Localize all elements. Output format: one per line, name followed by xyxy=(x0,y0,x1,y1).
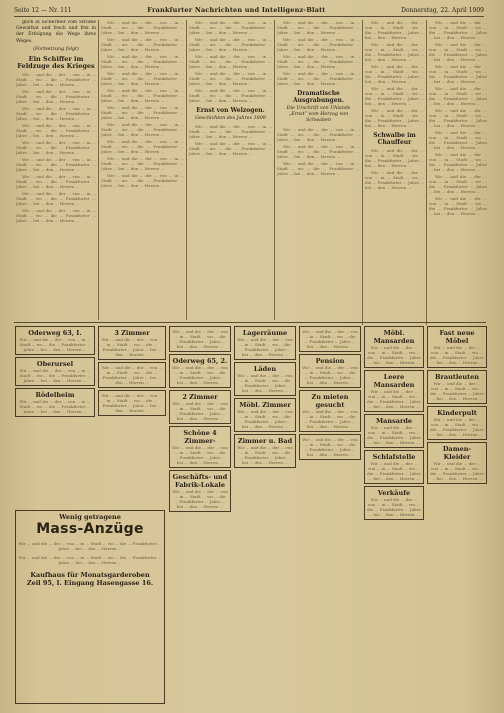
ad-body: Wir ... und die ... der ... von ... in ... Stadt ... wo ... die ... Frankfurter ... Jahre ... bei ... den ... Herren ... xyxy=(101,393,163,413)
article-body: Wir ... und die ... der ... von ... in ... Stadt ... wo ... die ... Frankfurter ... Jahre ... bei ... den ... Herren ... xyxy=(429,108,487,128)
ad-body: Wir ... und die ... der ... von ... in ... Stadt ... wo ... die ... Frankfurter ... Jahre ... bei ... den ... Herren ... xyxy=(302,329,358,349)
article-body: Wir ... und die ... der ... von ... in ... Stadt ... wo ... die ... Frankfurter ... Jahre ... bei ... den ... Herren ... xyxy=(429,130,487,150)
classified-ad xyxy=(234,434,296,468)
article-column-1 xyxy=(16,20,96,320)
ad-headline: Fast neue Möbel xyxy=(439,329,475,345)
classified-ad xyxy=(15,357,95,386)
ad-headline: Oberursel xyxy=(36,360,74,368)
classified-ad xyxy=(234,326,296,360)
article-body: Wir ... und die ... der ... von ... in ... Stadt ... wo ... die ... Frankfurter ... Jahre ... bei ... den ... Herren ... xyxy=(277,37,360,52)
article-body: Wir ... und die ... der ... von ... in ... Stadt ... wo ... die ... Frankfurter ... Jahre ... bei ... den ... Herren ... xyxy=(365,148,424,168)
classified-ad xyxy=(169,326,231,352)
ad-headline: Mansarde xyxy=(375,417,413,425)
classified-ad xyxy=(299,390,361,432)
classified-ad xyxy=(98,362,166,388)
article-body: Wir ... und die ... der ... von ... in ... Stadt ... wo ... die ... Frankfurter ... Jahre ... bei ... den ... Herren ... xyxy=(277,143,360,159)
column-divider xyxy=(362,20,363,325)
article-body: Wir ... und die ... der ... von ... in ... Stadt ... wo ... die ... Frankfurter ... Jahre ... bei ... den ... Herren ... xyxy=(16,72,96,88)
ad-headline: Damen-Kleider xyxy=(442,445,472,461)
ad-headline: Verkäufe xyxy=(377,489,411,497)
article-body: Wir ... und die ... der ... von ... in ... Stadt ... wo ... die ... Frankfurter ... Jahre ... bei ... den ... Herren ... xyxy=(189,88,272,103)
article-body: Wir ... und die ... der ... von ... in ... Stadt ... wo ... die ... Frankfurter ... Jahre ... bei ... den ... Herren ... xyxy=(429,174,487,194)
classified-ad xyxy=(427,442,487,484)
classified-ad xyxy=(234,362,296,396)
article-body: Wir ... und die ... der ... von ... in ... Stadt ... wo ... die ... Frankfurter ... Jahre ... bei ... den ... Herren ... xyxy=(101,139,184,154)
article-body: Wir ... und die ... der ... von ... in ... Stadt ... wo ... die ... Frankfurter ... Jahre ... bei ... den ... Herren ... xyxy=(101,37,184,52)
article-body: Wir ... und die ... der ... von ... in ... Stadt ... wo ... die ... Frankfurter ... Jahre ... bei ... den ... Herren ... xyxy=(16,191,96,207)
ad-headline: Lagerräume xyxy=(242,329,288,337)
ad-body: Wir ... und die ... der ... von ... in ... Stadt ... wo ... die ... Frankfurter ... Jahre ... bei ... den ... Herren ... xyxy=(101,365,163,385)
page-number: Seite 12 — Nr. 111 xyxy=(14,6,72,14)
classified-ad xyxy=(427,370,487,404)
article-body: Wir ... und die ... der ... von ... in ... Stadt ... wo ... die ... Frankfurter ... Jahre ... bei ... den ... Herren ... xyxy=(16,140,96,156)
article-body: Wir ... und die ... der ... von ... in ... Stadt ... wo ... die ... Frankfurter ... Jahre ... bei ... den ... Herren ... xyxy=(189,54,272,69)
classified-ad xyxy=(169,390,231,424)
article-body: Wir ... und die ... der ... von ... in ... Stadt ... wo ... die ... Frankfurter ... Jahre ... bei ... den ... Herren ... xyxy=(16,89,96,105)
ad-body: Wir ... und die ... der ... von ... in ... Stadt ... wo ... die ... Frankfurter ... Jahre ... bei ... den ... Herren ... xyxy=(172,445,228,465)
ad-body: Wir ... und die ... der ... von ... in ... Stadt ... wo ... die ... Frankfurter ... Jahre ... bei ... den ... Herren ... xyxy=(19,337,91,352)
ad-headline: Möbl. Zimmer xyxy=(239,401,291,409)
classified-ad xyxy=(169,426,231,468)
classified-ad xyxy=(169,470,231,512)
ad-body: Wir ... und die ... der ... von ... in ... Stadt ... wo ... die ... Frankfurter ... Jahre ... bei ... den ... Herren ... xyxy=(237,337,293,357)
article-column-2 xyxy=(101,20,184,320)
ad-body: Wir ... und die ... der ... von ... in ... Stadt ... wo ... die ... Frankfurter ... Jahre ... bei ... den ... Herren ... xyxy=(172,489,228,509)
article-body: Wir ... und die ... der ... von ... in ... Stadt ... wo ... die ... Frankfurter ... Jahre ... bei ... den ... Herren ... xyxy=(101,156,184,171)
ads-column-2 xyxy=(97,324,167,506)
ad-headline: Oderweg 63, I. xyxy=(28,329,82,337)
article-body: Wir ... und die ... der ... von ... in ... Stadt ... wo ... die ... Frankfurter ... Jahre ... bei ... den ... Herren ... xyxy=(429,64,487,84)
article-body: Wir ... und die ... der ... von ... in ... Stadt ... wo ... die ... Frankfurter ... Jahre ... bei ... den ... Herren ... xyxy=(189,141,272,157)
ad-headline: Läden xyxy=(253,365,277,373)
article-body: Wir ... und die ... der ... von ... in ... Stadt ... wo ... die ... Frankfurter ... Jahre ... bei ... den ... Herren ... xyxy=(101,173,184,188)
ad-headline: Schöne 4 Zimmer- xyxy=(183,429,217,445)
ad-headline: Möbl. Mansarden xyxy=(373,329,415,345)
ad-body: Wir ... und die ... der ... von ... in ... Stadt ... wo ... die ... Frankfurter ... Jahre ... bei ... den ... Herren ... xyxy=(101,337,163,357)
ads-column-4 xyxy=(233,324,297,704)
classified-ad xyxy=(234,398,296,432)
ad-headline: Zimmer u. Bad xyxy=(237,437,293,445)
ad-body: Wir ... und die ... der ... von ... in ... Stadt ... wo ... die ... Frankfurter ... Jahre ... bei ... den ... Herren ... xyxy=(367,461,421,481)
ad-body: Wir ... und die ... der ... von ... in ... Stadt ... wo ... die ... Frankfurter ... Jahre ... bei ... den ... Herren ... xyxy=(430,381,484,401)
ad-headline: Mass-Anzüge xyxy=(36,521,144,537)
ad-body: Wir ... und die ... der ... von ... in ... Stadt ... wo ... die ... Frankfurter ... Jahre ... bei ... den ... Herren ... xyxy=(237,373,293,393)
ad-headline: Geschäfts- und Fabrik-Lokale xyxy=(172,473,228,489)
article-body: Wir ... und die ... der ... von ... in ... Stadt ... wo ... die ... Frankfurter ... Jahre ... bei ... den ... Herren ... xyxy=(277,160,360,176)
ad-body: Wir ... und die ... der ... von ... in ... Stadt ... wo ... die ... Frankfurter ... Jahre ... bei ... den ... Herren ... xyxy=(430,461,484,481)
column-divider xyxy=(98,20,99,320)
ad-headline: Leere Mansarden xyxy=(373,373,415,389)
ads-column-6 xyxy=(363,324,425,704)
ad-body: Wir ... und die ... der ... von ... in ... Stadt ... wo ... die ... Frankfurter ... Jahre ... bei ... den ... Herren ... xyxy=(237,409,293,429)
article-heading: Dramatische Ausgrabungen. xyxy=(292,90,345,104)
article-body: Wir ... und die ... der ... von ... in ... Stadt ... wo ... die ... Frankfurter ... Jahre ... bei ... den ... Herren ... xyxy=(365,20,424,40)
ad-body: Wir ... und die ... der ... von ... in ... Stadt ... wo ... die ... Frankfurter ... Jahre ... bei ... den ... Herren ... xyxy=(172,329,228,349)
article-body: Wir ... und die ... der ... von ... in ... Stadt ... wo ... die ... Frankfurter ... Jahre ... bei ... den ... Herren ... xyxy=(429,42,487,62)
ad-headline: Zu mieten gesucht xyxy=(311,393,349,409)
display-ad xyxy=(15,510,165,704)
column-divider xyxy=(426,20,427,325)
article-body: Wir ... und die ... der ... von ... in ... Stadt ... wo ... die ... Frankfurter ... Jahre ... bei ... den ... Herren ... xyxy=(429,196,487,216)
column-divider xyxy=(274,20,275,320)
article-column-4 xyxy=(277,20,360,320)
ad-body: Wir ... und die ... der ... von ... in ... Stadt ... wo ... die ... Frankfurter ... Jahre ... bei ... den ... Herren ... xyxy=(367,425,421,445)
article-body: Wir ... und die ... der ... von ... in ... Stadt ... wo ... die ... Frankfurter ... Jahre ... bei ... den ... Herren ... xyxy=(101,71,184,86)
ad-headline: Oderweg 65, 2. xyxy=(172,357,228,365)
article-body: Wir ... und die ... der ... von ... in ... Stadt ... wo ... die ... Frankfurter ... Jahre ... bei ... den ... Herren ... xyxy=(101,122,184,137)
article-body: Wir ... und die ... der ... von ... in ... Stadt ... wo ... die ... Frankfurter ... Jahre ... bei ... den ... Herren ... xyxy=(189,37,272,52)
article-heading: Schwalbe im Chauffeur xyxy=(373,132,416,146)
classified-ad xyxy=(364,370,424,412)
ad-body: Wir ... und die ... der ... von ... in ... Stadt ... wo ... die ... Frankfurter ... Jahre ... bei ... den ... Herren ... xyxy=(237,445,293,465)
article-body: Wir ... und die ... der ... von ... in ... Stadt ... wo ... die ... Frankfurter ... Jahre ... bei ... den ... Herren ... xyxy=(365,64,424,84)
article-body: Wir ... und die ... der ... von ... in ... Stadt ... wo ... die ... Frankfurter ... Jahre ... bei ... den ... Herren ... xyxy=(277,71,360,86)
continuation-note: (Fortsetzung folgt) xyxy=(33,46,79,52)
article-body: Wir ... und die ... der ... von ... in ... Stadt ... wo ... die ... Frankfurter ... Jahre ... bei ... den ... Herren ... xyxy=(189,71,272,86)
masthead: Frankfurter Nachrichten und Intelligenz-Blatt xyxy=(147,6,326,14)
article-body: Wir ... und die ... der ... von ... in ... Stadt ... wo ... die ... Frankfurter ... Jahre ... bei ... den ... Herren ... xyxy=(189,124,272,140)
article-body: Wir ... und die ... der ... von ... in ... Stadt ... wo ... die ... Frankfurter ... Jahre ... bei ... den ... Herren ... xyxy=(429,20,487,40)
ad-body: Wir ... und die ... der ... von ... in ... Stadt ... wo ... die ... Frankfurter ... Jahre ... bei ... den ... Herren ... xyxy=(367,389,421,409)
ad-body: Wir ... und die ... der ... von ... in ... Stadt ... wo ... die ... Frankfurter ... Jahre ... bei ... den ... Herren ... xyxy=(172,401,228,421)
article-body: Wir ... und die ... der ... von ... in ... Stadt ... wo ... die ... Frankfurter ... Jahre ... bei ... den ... Herren ... xyxy=(365,86,424,106)
article-subheading: Geschichten des Jahres 1809 xyxy=(195,116,266,121)
classified-ad xyxy=(427,406,487,440)
article-body: Wir ... und die ... der ... von ... in ... Stadt ... wo ... die ... Frankfurter ... Jahre ... bei ... den ... Herren ... xyxy=(16,106,96,122)
article-subheading: Die Urschrift von Uhlands „Ernst“ vom Herzog von Schwaben xyxy=(286,106,351,124)
article-body: Wir ... und die ... der ... von ... in ... Stadt ... wo ... die ... Frankfurter ... Jahre ... bei ... den ... Herren ... xyxy=(429,86,487,106)
article-column-3 xyxy=(189,20,272,320)
article-body: Wir ... und die ... der ... von ... in ... Stadt ... wo ... die ... Frankfurter ... Jahre ... bei ... den ... Herren ... xyxy=(101,20,184,35)
ad-body: Wir ... und die ... der ... von ... in ... Stadt ... wo ... die ... Frankfurter ... Jahre ... bei ... den ... Herren ... xyxy=(302,437,358,457)
ads-column-1 xyxy=(14,324,96,506)
classified-ad xyxy=(299,354,361,388)
ad-body: Wir ... und die ... der ... von ... in ... Stadt ... wo ... die ... Frankfurter ... Jahre ... bei ... den ... Herren ... xyxy=(19,368,91,383)
ad-headline: Zeil 95, I. Eingang Hasengasse 16. xyxy=(26,579,154,587)
classified-ad xyxy=(169,354,231,388)
classified-ad xyxy=(98,326,166,360)
article-paragraph: glich in Sicherheit vom Strome Gewalttat und frech und frei in der Erfolgung die Wege ihres Weges. xyxy=(16,20,96,44)
classified-ad xyxy=(299,434,361,460)
classified-ad xyxy=(364,414,424,448)
ad-body: Wir ... und die ... der ... von ... in ... Stadt ... wo ... die ... Frankfurter ... Jahre ... bei ... den ... Herren ... xyxy=(367,345,421,365)
classified-ad xyxy=(15,326,95,355)
article-body: Wir ... und die ... der ... von ... in ... Stadt ... wo ... die ... Frankfurter ... Jahre ... bei ... den ... Herren ... xyxy=(101,54,184,69)
ad-headline: 2 Zimmer xyxy=(182,393,218,401)
column-divider xyxy=(186,20,187,320)
ad-body: Wir ... und die ... der ... von ... in ... Stadt ... wo ... die ... Frankfurter ... Jahre ... bei ... den ... Herren ... xyxy=(367,497,421,517)
classified-ad xyxy=(427,326,487,368)
ad-headline: Schlafstelle xyxy=(372,453,416,461)
issue-date: Donnerstag, 22. April 1909 xyxy=(401,6,484,14)
article-body: Wir ... und die ... der ... von ... in ... Stadt ... wo ... die ... Frankfurter ... Jahre ... bei ... den ... Herren ... xyxy=(365,108,424,128)
ad-headline: Kaufhaus für Monatsgarderoben xyxy=(30,571,150,579)
article-column-5 xyxy=(365,20,424,325)
article-body: Wir ... und die ... der ... von ... in ... Stadt ... wo ... die ... Frankfurter ... Jahre ... bei ... den ... Herren ... xyxy=(277,20,360,35)
ad-headline: Kinderpult xyxy=(437,409,477,417)
ads-column-7 xyxy=(426,324,488,704)
ads-column-5 xyxy=(298,324,362,704)
classified-ad xyxy=(299,326,361,352)
page-header xyxy=(14,4,484,17)
article-body: Wir ... und die ... der ... von ... in ... Stadt ... wo ... die ... Frankfurter ... Jahre ... bei ... den ... Herren ... xyxy=(101,88,184,103)
ad-headline: Pension xyxy=(315,357,345,365)
article-body: Wir ... und die ... der ... von ... in ... Stadt ... wo ... die ... Frankfurter ... Jahre ... bei ... den ... Herren ... xyxy=(365,170,424,190)
ad-headline: 3 Zimmer xyxy=(114,329,150,337)
article-heading: Ernst von Welzogen. xyxy=(196,107,265,114)
article-body: Wir ... und die ... der ... von ... in ... Stadt ... wo ... die ... Frankfurter ... Jahre ... bei ... den ... Herren ... xyxy=(277,54,360,69)
article-body: Wir ... und die ... der ... von ... in ... Stadt ... wo ... die ... Frankfurter ... Jahre ... bei ... den ... Herren ... xyxy=(189,20,272,35)
article-column-6 xyxy=(429,20,487,325)
ad-body: Wir ... und die ... der ... von ... in ... Stadt ... wo ... die ... Frankfurter ... Jahre ... bei ... den ... Herren ... xyxy=(172,365,228,385)
article-body: Wir ... und die ... der ... von ... in ... Stadt ... wo ... die ... Frankfurter ... Jahre ... bei ... den ... Herren ... xyxy=(16,174,96,190)
ad-headline: Wenig getragene xyxy=(59,513,121,521)
article-body: Wir ... und die ... der ... von ... in ... Stadt ... wo ... die ... Frankfurter ... Jahre ... bei ... den ... Herren ... xyxy=(429,152,487,172)
article-body: Wir ... und die ... der ... von ... in ... Stadt ... wo ... die ... Frankfurter ... Jahre ... bei ... den ... Herren ... xyxy=(365,42,424,62)
article-body: Wir ... und die ... der ... von ... in ... Stadt ... wo ... die ... Frankfurter ... Jahre ... bei ... den ... Herren ... xyxy=(16,208,96,224)
ad-headline: Rödelheim xyxy=(35,391,75,399)
ad-body: Wir ... und die ... der ... von ... in ... Stadt ... wo ... die ... Frankfurter ... Jahre ... bei ... den ... Herren ... xyxy=(18,555,162,565)
classified-ad xyxy=(364,326,424,368)
mass-anzuege-ad xyxy=(14,508,166,704)
classified-ad xyxy=(364,486,424,520)
ad-body: Wir ... und die ... der ... von ... in ... Stadt ... wo ... die ... Frankfurter ... Jahre ... bei ... den ... Herren ... xyxy=(19,399,91,414)
article-body: Wir ... und die ... der ... von ... in ... Stadt ... wo ... die ... Frankfurter ... Jahre ... bei ... den ... Herren ... xyxy=(16,123,96,139)
ad-headline: Brautleuten xyxy=(434,373,480,381)
article-heading: Ein Schiffer im Feldzuge des Krieges xyxy=(17,55,95,71)
classified-ad xyxy=(15,388,95,417)
classified-ad xyxy=(98,390,166,416)
article-body: Wir ... und die ... der ... von ... in ... Stadt ... wo ... die ... Frankfurter ... Jahre ... bei ... den ... Herren ... xyxy=(101,105,184,120)
classified-ad xyxy=(364,450,424,484)
ad-body: Wir ... und die ... der ... von ... in ... Stadt ... wo ... die ... Frankfurter ... Jahre ... bei ... den ... Herren ... xyxy=(430,345,484,365)
article-body: Wir ... und die ... der ... von ... in ... Stadt ... wo ... die ... Frankfurter ... Jahre ... bei ... den ... Herren ... xyxy=(16,157,96,173)
section-divider xyxy=(14,322,486,323)
ad-body: Wir ... und die ... der ... von ... in ... Stadt ... wo ... die ... Frankfurter ... Jahre ... bei ... den ... Herren ... xyxy=(302,409,358,429)
ad-body: Wir ... und die ... der ... von ... in ... Stadt ... wo ... die ... Frankfurter ... Jahre ... bei ... den ... Herren ... xyxy=(18,541,162,551)
article-body: Wir ... und die ... der ... von ... in ... Stadt ... wo ... die ... Frankfurter ... Jahre ... bei ... den ... Herren ... xyxy=(277,126,360,142)
ads-column-3 xyxy=(168,324,232,704)
ad-body: Wir ... und die ... der ... von ... in ... Stadt ... wo ... die ... Frankfurter ... Jahre ... bei ... den ... Herren ... xyxy=(430,417,484,437)
ad-body: Wir ... und die ... der ... von ... in ... Stadt ... wo ... die ... Frankfurter ... Jahre ... bei ... den ... Herren ... xyxy=(302,365,358,385)
